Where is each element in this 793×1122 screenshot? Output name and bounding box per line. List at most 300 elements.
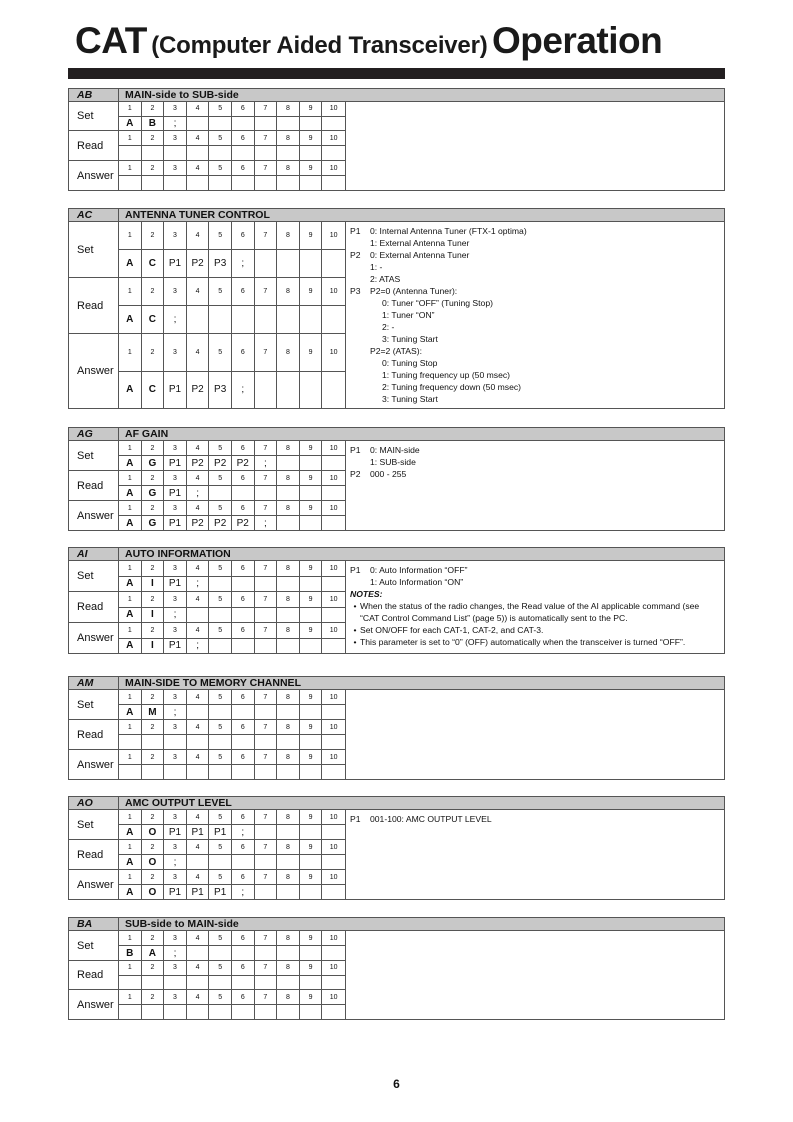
- command-char-cell: [209, 1005, 232, 1019]
- command-char-cell: [232, 306, 255, 333]
- parameter-line: [350, 285, 720, 297]
- command-char-cell: A: [119, 117, 142, 131]
- command-char-cell: [300, 705, 323, 719]
- row-label: Set: [69, 222, 119, 277]
- command-char-row: [119, 146, 345, 160]
- format-row-answer: [69, 500, 345, 530]
- position-number: 2: [142, 720, 165, 734]
- position-number: 3: [164, 471, 187, 485]
- position-number: 9: [300, 870, 323, 884]
- notes-title: NOTES:: [350, 589, 383, 599]
- position-number: 10: [329, 474, 338, 482]
- format-row-set: [69, 931, 345, 960]
- position-number: 10: [329, 105, 338, 113]
- command-char-cell: A: [119, 705, 142, 719]
- command-char-cell: [187, 765, 210, 779]
- command-char-cell: P2: [232, 516, 255, 530]
- command-char-cell: O: [142, 825, 165, 839]
- position-number: 1: [119, 102, 142, 116]
- position-number: 4: [187, 501, 210, 515]
- row-cells: [119, 720, 345, 749]
- position-number: 8: [277, 720, 300, 734]
- command-char-cell: [209, 146, 232, 160]
- command-char-cell: [187, 855, 210, 869]
- parameter-text: 0: MAIN-side: [370, 445, 420, 455]
- command-char-cell: [187, 705, 210, 719]
- command-body: [68, 810, 725, 900]
- position-number: 4: [187, 840, 210, 854]
- position-number: 2: [142, 102, 165, 116]
- command-char-cell: P1: [164, 486, 187, 500]
- parameter-line: [350, 309, 720, 321]
- bullet-dot: •: [353, 625, 357, 635]
- position-number: 6: [232, 990, 255, 1004]
- row-label: Read: [69, 720, 119, 749]
- command-char-row: [119, 516, 345, 530]
- command-char-cell: [187, 976, 210, 990]
- position-number: 5: [209, 961, 232, 975]
- note-bullet: [350, 624, 720, 636]
- position-number: 7: [255, 623, 278, 638]
- position-number: 9: [300, 222, 323, 249]
- parameter-name: [350, 309, 370, 321]
- command-char-cell: P2: [187, 372, 210, 409]
- position-number: 3: [164, 131, 187, 145]
- command-format-table: [69, 102, 346, 190]
- position-number: 2: [142, 441, 165, 455]
- command-char-cell: I: [142, 639, 165, 654]
- position-number: 10: [329, 564, 338, 572]
- command-char-cell: [322, 976, 345, 990]
- parameter-notes: [346, 810, 724, 899]
- position-number: 10: [329, 134, 338, 142]
- command-char-cell: [255, 117, 278, 131]
- position-number: 8: [277, 102, 300, 116]
- command-char-cell: [255, 577, 278, 592]
- command-char-row: [119, 825, 345, 839]
- command-char-cell: [209, 705, 232, 719]
- format-row-set: [69, 690, 345, 719]
- parameter-notes: [346, 561, 724, 653]
- position-number: 9: [300, 961, 323, 975]
- position-number: 5: [209, 840, 232, 854]
- command-char-cell: [119, 735, 142, 749]
- format-row-set: [69, 441, 345, 470]
- position-number: 4: [187, 961, 210, 975]
- position-number: 5: [209, 471, 232, 485]
- command-char-cell: [277, 516, 300, 530]
- parameter-notes: [346, 690, 724, 779]
- command-char-cell: A: [142, 946, 165, 960]
- command-char-cell: [119, 765, 142, 779]
- command-char-cell: P1: [164, 825, 187, 839]
- command-char-cell: [164, 1005, 187, 1019]
- position-number-row: [119, 961, 345, 976]
- parameter-text: 000 - 255: [370, 469, 407, 479]
- position-number: 7: [255, 561, 278, 576]
- position-number: 10: [329, 964, 338, 972]
- command-code: AO: [69, 797, 119, 809]
- parameter-text: 0: Auto Information “OFF”: [370, 565, 468, 575]
- command-char-cell: ;: [232, 372, 255, 409]
- command-char-cell: A: [119, 855, 142, 869]
- command-char-cell: [232, 735, 255, 749]
- position-number: 1: [119, 592, 142, 607]
- command-char-cell: A: [119, 456, 142, 470]
- command-char-cell: [187, 735, 210, 749]
- position-number: 9: [300, 592, 323, 607]
- position-number: 5: [209, 161, 232, 175]
- command-char-cell: A: [119, 825, 142, 839]
- command-name: SUB-side to MAIN-side: [125, 918, 239, 930]
- parameter-text: 3: Tuning Start: [382, 334, 438, 344]
- row-label: Set: [69, 931, 119, 960]
- command-char-cell: [277, 146, 300, 160]
- position-number: 4: [187, 750, 210, 764]
- page-number: 6: [393, 1077, 400, 1091]
- command-header: [68, 547, 725, 561]
- parameter-line: [350, 249, 720, 261]
- position-number: 4: [187, 161, 210, 175]
- parameter-name: [350, 297, 370, 309]
- row-cells: [119, 501, 345, 530]
- parameter-line: [350, 369, 720, 381]
- command-char-cell: [164, 735, 187, 749]
- position-number: 2: [142, 690, 165, 704]
- parameter-name: P1: [350, 226, 361, 236]
- position-number: 2: [142, 961, 165, 975]
- command-block-ba: [68, 917, 725, 1020]
- position-number-row: [119, 990, 345, 1005]
- position-number-row: [119, 561, 345, 577]
- position-number: 3: [164, 161, 187, 175]
- command-char-cell: [300, 250, 323, 277]
- position-number: 8: [277, 870, 300, 884]
- position-number: 2: [142, 931, 165, 945]
- position-number: 5: [209, 931, 232, 945]
- command-char-cell: [300, 639, 323, 654]
- position-number: 7: [255, 334, 278, 371]
- command-char-cell: P2: [232, 456, 255, 470]
- position-number: 5: [209, 720, 232, 734]
- position-number: 8: [277, 840, 300, 854]
- command-char-cell: [164, 976, 187, 990]
- position-number: 10: [329, 813, 338, 821]
- position-number: 7: [255, 990, 278, 1004]
- position-number: 4: [187, 870, 210, 884]
- position-number: 10: [329, 504, 338, 512]
- position-number: 1: [119, 501, 142, 515]
- position-number: 2: [142, 501, 165, 515]
- command-char-cell: [255, 885, 278, 899]
- position-number-row: [119, 931, 345, 946]
- position-number: 7: [255, 222, 278, 249]
- parameter-text: 1: Auto Information “ON”: [370, 577, 464, 587]
- command-char-cell: [255, 486, 278, 500]
- parameter-line: [350, 261, 720, 273]
- command-char-cell: [300, 608, 323, 623]
- position-number: 1: [119, 990, 142, 1004]
- command-char-cell: P2: [187, 250, 210, 277]
- position-number: 5: [209, 870, 232, 884]
- position-number: 7: [255, 131, 278, 145]
- row-cells: [119, 840, 345, 869]
- parameter-text: P2=0 (Antenna Tuner):: [370, 286, 458, 296]
- position-number: 5: [209, 990, 232, 1004]
- parameter-name: [350, 381, 370, 393]
- command-format-table: [69, 561, 346, 653]
- position-number: 7: [255, 931, 278, 945]
- command-char-cell: [322, 176, 345, 190]
- position-number: 6: [232, 592, 255, 607]
- command-code: AI: [69, 548, 119, 560]
- position-number: 5: [209, 810, 232, 824]
- format-row-set: [69, 810, 345, 839]
- command-body: [68, 931, 725, 1020]
- command-body: [68, 561, 725, 654]
- parameter-text: 1: SUB-side: [370, 457, 416, 467]
- command-char-cell: ;: [232, 885, 255, 899]
- position-number: 10: [329, 232, 338, 239]
- command-char-cell: [187, 1005, 210, 1019]
- command-block-ac: [68, 208, 725, 409]
- command-name: AMC OUTPUT LEVEL: [125, 797, 232, 809]
- position-number-row: [119, 102, 345, 117]
- position-number: 7: [255, 810, 278, 824]
- position-number-row: [119, 720, 345, 735]
- row-label: Answer: [69, 501, 119, 530]
- command-char-cell: [255, 1005, 278, 1019]
- position-number: 3: [164, 870, 187, 884]
- position-number: 10: [329, 693, 338, 701]
- position-number: 3: [164, 278, 187, 305]
- command-char-cell: [209, 765, 232, 779]
- title-underline-bar: [68, 68, 725, 79]
- row-cells: [119, 990, 345, 1019]
- row-label: Answer: [69, 750, 119, 779]
- command-char-cell: P1: [164, 885, 187, 899]
- command-char-cell: A: [119, 516, 142, 530]
- command-char-cell: [277, 486, 300, 500]
- command-name: AUTO INFORMATION: [125, 548, 231, 560]
- parameter-name: P1: [350, 565, 361, 575]
- position-number: 6: [232, 561, 255, 576]
- command-char-cell: A: [119, 306, 142, 333]
- parameter-notes: [346, 441, 724, 530]
- command-char-cell: [209, 855, 232, 869]
- command-char-cell: [322, 639, 345, 654]
- row-cells: [119, 870, 345, 899]
- bullet-dot: •: [353, 601, 357, 611]
- command-char-cell: [300, 516, 323, 530]
- row-label: Read: [69, 840, 119, 869]
- command-code: AM: [69, 677, 119, 689]
- command-char-cell: ;: [164, 705, 187, 719]
- position-number: 1: [119, 334, 142, 371]
- position-number: 9: [300, 690, 323, 704]
- parameter-text: 001-100: AMC OUTPUT LEVEL: [370, 814, 492, 824]
- command-char-cell: [187, 176, 210, 190]
- position-number: 5: [209, 334, 232, 371]
- command-body: [68, 441, 725, 531]
- position-number-row: [119, 222, 345, 250]
- command-char-cell: [300, 765, 323, 779]
- position-number: 9: [300, 471, 323, 485]
- position-number: 3: [164, 501, 187, 515]
- position-number: 7: [255, 161, 278, 175]
- row-label: Set: [69, 441, 119, 470]
- position-number: 7: [255, 750, 278, 764]
- command-char-row: [119, 765, 345, 779]
- command-char-row: [119, 946, 345, 960]
- command-char-cell: [232, 577, 255, 592]
- position-number: 6: [232, 750, 255, 764]
- command-char-cell: C: [142, 250, 165, 277]
- parameter-name: [350, 333, 370, 345]
- parameter-line: [350, 456, 720, 468]
- position-number-row: [119, 161, 345, 176]
- parameter-line: [350, 468, 720, 480]
- format-row-answer: [69, 160, 345, 190]
- command-code: AB: [69, 89, 119, 101]
- command-char-cell: [119, 976, 142, 990]
- position-number: 6: [232, 222, 255, 249]
- position-number: 3: [164, 222, 187, 249]
- command-char-cell: [232, 946, 255, 960]
- parameter-text: 2: -: [382, 322, 395, 332]
- position-number-row: [119, 592, 345, 608]
- position-number: 5: [209, 750, 232, 764]
- command-code: BA: [69, 918, 119, 930]
- command-char-cell: P1: [209, 825, 232, 839]
- position-number: 5: [209, 501, 232, 515]
- position-number: 10: [329, 873, 338, 881]
- position-number: 5: [209, 623, 232, 638]
- format-row-answer: [69, 333, 345, 408]
- position-number: 6: [232, 278, 255, 305]
- command-char-cell: [232, 976, 255, 990]
- parameter-line: [350, 297, 720, 309]
- position-number-row: [119, 334, 345, 372]
- parameter-notes: [346, 102, 724, 190]
- command-char-cell: [277, 117, 300, 131]
- position-number: 10: [329, 164, 338, 172]
- position-number-row: [119, 623, 345, 639]
- command-char-cell: [209, 735, 232, 749]
- position-number: 1: [119, 961, 142, 975]
- position-number: 7: [255, 278, 278, 305]
- command-char-cell: [119, 176, 142, 190]
- command-char-cell: [255, 639, 278, 654]
- parameter-name: [350, 261, 370, 273]
- command-char-cell: [300, 976, 323, 990]
- command-char-cell: [142, 765, 165, 779]
- parameter-line: [350, 273, 720, 285]
- command-char-cell: P3: [209, 372, 232, 409]
- command-char-cell: [232, 146, 255, 160]
- position-number: 6: [232, 501, 255, 515]
- command-format-table: [69, 690, 346, 779]
- parameter-line: [350, 333, 720, 345]
- position-number: 3: [164, 334, 187, 371]
- position-number: 1: [119, 750, 142, 764]
- parameter-text: 3: Tuning Start: [382, 394, 438, 404]
- format-row-read: [69, 839, 345, 869]
- position-number: 2: [142, 131, 165, 145]
- position-number: 6: [232, 471, 255, 485]
- position-number: 10: [329, 444, 338, 452]
- command-char-cell: P1: [187, 825, 210, 839]
- command-char-row: [119, 885, 345, 899]
- command-char-cell: [277, 608, 300, 623]
- command-char-cell: O: [142, 885, 165, 899]
- title-cat: CAT: [75, 20, 147, 61]
- parameter-text: 1: Tuner “ON”: [382, 310, 435, 320]
- position-number: 1: [119, 161, 142, 175]
- command-char-cell: [277, 372, 300, 409]
- command-char-cell: [322, 1005, 345, 1019]
- command-char-cell: G: [142, 486, 165, 500]
- command-char-cell: ;: [164, 946, 187, 960]
- format-row-read: [69, 960, 345, 989]
- row-cells: [119, 592, 345, 622]
- format-row-set: [69, 222, 345, 277]
- position-number: 8: [277, 131, 300, 145]
- command-char-cell: ;: [187, 577, 210, 592]
- command-char-cell: [209, 117, 232, 131]
- position-number-row: [119, 471, 345, 486]
- command-char-cell: P2: [209, 456, 232, 470]
- position-number: 6: [232, 840, 255, 854]
- row-label: Answer: [69, 334, 119, 408]
- command-header: [68, 208, 725, 222]
- row-label: Set: [69, 102, 119, 130]
- command-char-cell: [277, 976, 300, 990]
- command-char-cell: [277, 855, 300, 869]
- command-char-cell: [232, 765, 255, 779]
- command-char-cell: [209, 639, 232, 654]
- command-block-ab: [68, 88, 725, 191]
- position-number: 1: [119, 810, 142, 824]
- command-header: [68, 796, 725, 810]
- position-number: 5: [209, 102, 232, 116]
- command-char-cell: [232, 639, 255, 654]
- format-row-answer: [69, 749, 345, 779]
- parameter-line: [350, 345, 720, 357]
- position-number: 9: [300, 840, 323, 854]
- position-number: 4: [187, 131, 210, 145]
- parameter-name: [350, 321, 370, 333]
- parameter-name: [350, 357, 370, 369]
- position-number: 7: [255, 840, 278, 854]
- position-number: 6: [232, 131, 255, 145]
- command-char-cell: A: [119, 250, 142, 277]
- command-char-cell: P2: [187, 516, 210, 530]
- parameter-text: 0: Tuning Stop: [382, 358, 438, 368]
- position-number: 10: [329, 288, 338, 295]
- format-row-read: [69, 719, 345, 749]
- note-bullet: [350, 636, 720, 648]
- command-char-cell: [232, 705, 255, 719]
- command-char-cell: [322, 250, 345, 277]
- position-number: 1: [119, 471, 142, 485]
- command-format-table: [69, 222, 346, 408]
- command-name: MAIN-SIDE TO MEMORY CHANNEL: [125, 677, 301, 689]
- parameter-line: [350, 225, 720, 237]
- position-number: 6: [232, 961, 255, 975]
- row-cells: [119, 750, 345, 779]
- command-char-cell: ;: [187, 639, 210, 654]
